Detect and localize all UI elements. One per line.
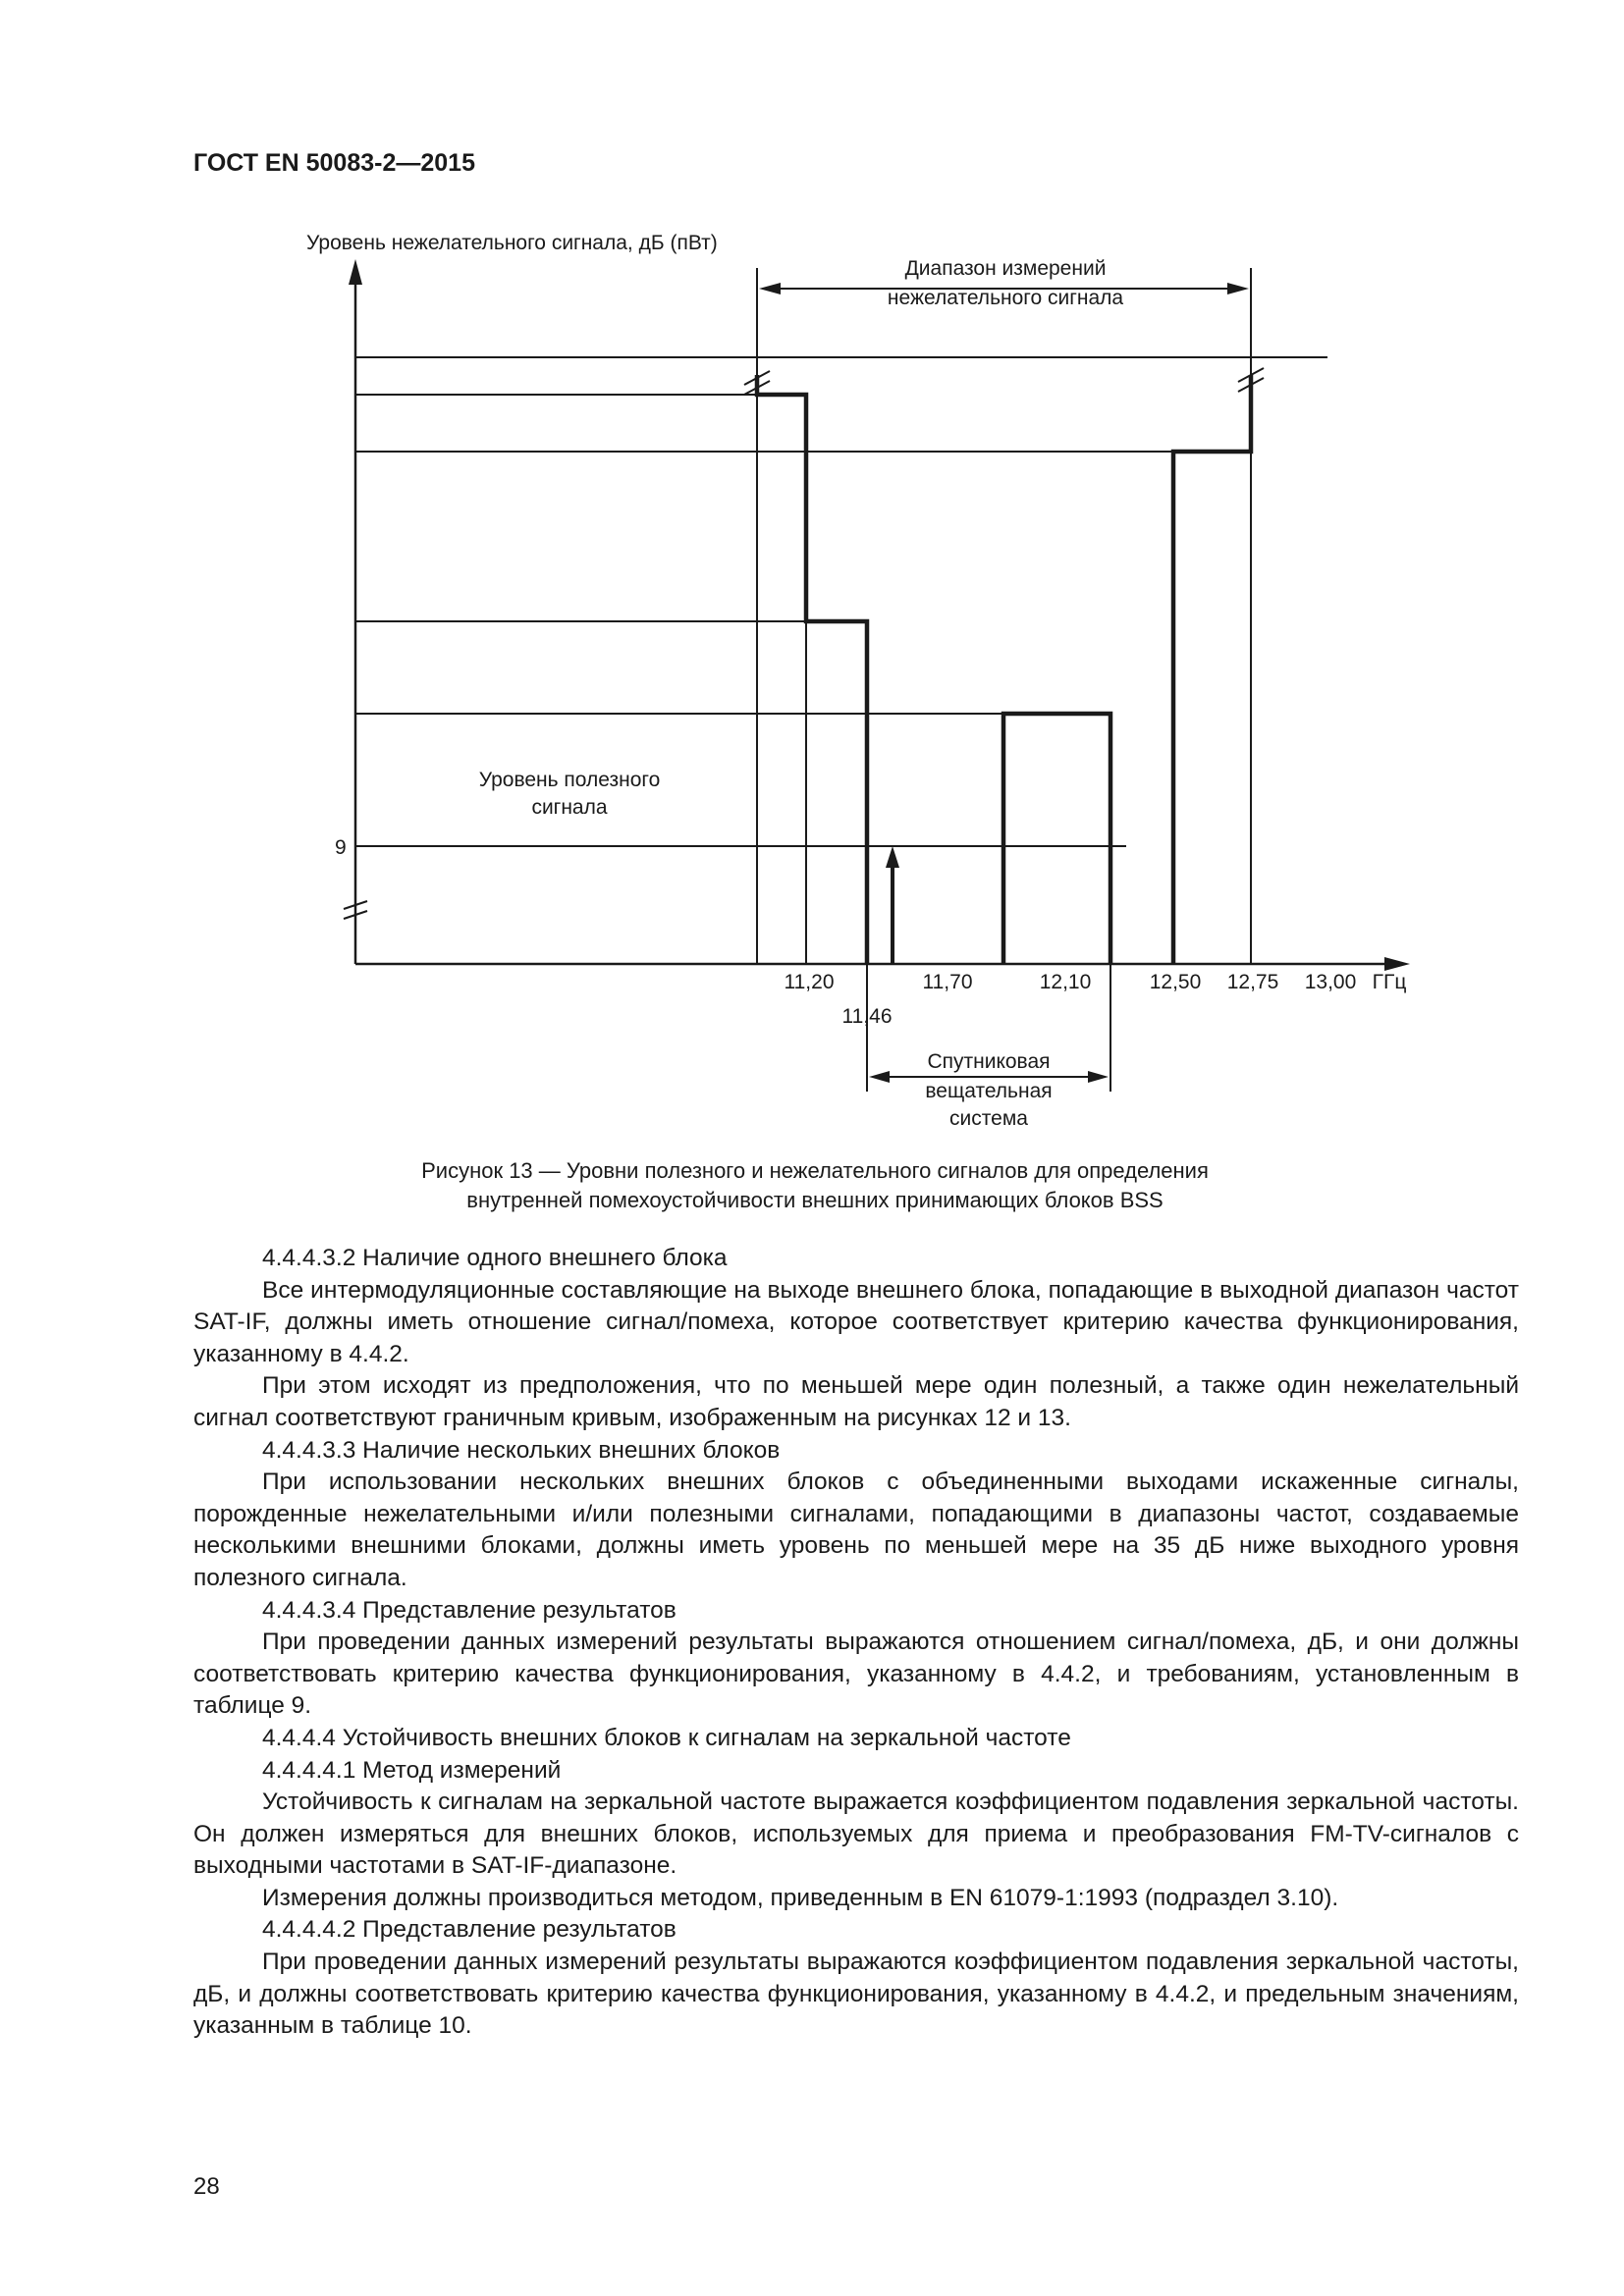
x-axis-arrow [1384, 957, 1410, 971]
bss-band-arrow-right-head [1088, 1071, 1109, 1083]
paragraph: Все интермодуляционные составляющие на выходе внешнего блока, попадающие в выходной диапазон частот SAT-IF, должны иметь отношение сигнал/помеха, которое соответствует критерию качества функционирования, указанному в 4.4.2. [193, 1276, 1519, 1367]
bss-band-arrow-left-head [869, 1071, 890, 1083]
x-tick-label: 11,46 [841, 1005, 893, 1028]
figure-caption [324, 1156, 1306, 1215]
range-arrow-left-head [759, 283, 781, 294]
paragraph: Устойчивость к сигналам на зеркальной частоте выражается коэффициентом подавления зеркальной частоты. Он должен измеряться для внешних блоков, используемых для приема и преобразования FM-TV-сигналов с выходными частотами в SAT-IF-диапазоне. [193, 1789, 1519, 1880]
paragraph: При этом исходят из предположения, что по меньшей мере один полезный, а также один нежелательный сигнал соответствуют граничным кривым, изображенным на рисунках 12 и 13. [193, 1372, 1519, 1431]
range-arrow-right-head [1227, 283, 1249, 294]
wanted-label-line2: сигнала [531, 796, 608, 819]
paragraph: 4.4.4.4 Устойчивость внешних блоков к сигналам на зеркальной частоте [262, 1724, 1071, 1751]
paragraph: 4.4.4.3.2 Наличие одного внешнего блока [262, 1245, 728, 1271]
body-text [193, 1243, 1519, 2043]
caption-line: Рисунок 13 — Уровни полезного и нежелательного сигналов для определения [421, 1158, 1209, 1183]
bss-label-line1: Спутниковая [927, 1050, 1051, 1073]
unwanted-signal-curve-right [1173, 375, 1251, 964]
document-header: ГОСТ EN 50083-2—2015 [193, 149, 475, 177]
unwanted-signal-curve-left [757, 375, 867, 964]
y-axis-label: Уровень нежелательного сигнала, дБ (пВт) [306, 232, 718, 254]
paragraph: При проведении данных измерений результаты выражаются отношением сигнал/помеха, дБ, и они должны соответствовать критерию качества функционирования, указанному в 4.4.2, и требованиям, установленным в таблице 9. [193, 1629, 1519, 1720]
paragraph: При проведении данных измерений результаты выражаются коэффициентом подавления зеркальной частоты, дБ, и должны соответствовать критерию качества функционирования, указанному в 4.4.2, и предельным значениям, указанным в таблице 10. [193, 1949, 1519, 2040]
x-tick-label: 11,70 [922, 971, 973, 993]
y-tick-label: 9 [335, 836, 347, 859]
paragraph: 4.4.4.3.3 Наличие нескольких внешних блоков [262, 1436, 781, 1464]
caption-line: внутренней помехоустойчивости внешних принимающих блоков BSS [466, 1188, 1164, 1212]
x-unit-label: ГГц [1372, 971, 1407, 993]
y-axis-arrow [349, 259, 362, 285]
range-label-line2: нежелательного сигнала [887, 287, 1124, 309]
x-tick-label: 12,50 [1149, 971, 1202, 993]
paragraph: 4.4.4.4.1 Метод измерений [262, 1756, 562, 1784]
paragraph: При использовании нескольких внешних блоков с объединенными выходами искаженные сигналы, порожденные нежелательными и/или полезными сигналами, попадающими в диапазоны частот, создаваемые несколькими внешними блоками, должны иметь уровень по меньшей мере на 35 дБ ниже выходного уровня полезного сигнала. [193, 1468, 1519, 1591]
x-tick-label: 13,00 [1304, 971, 1357, 993]
wanted-label-line1: Уровень полезного [478, 769, 661, 791]
wanted-level-arrow-head [886, 846, 899, 868]
paragraph: Измерения должны производиться методом, приведенным в EN 61079-1:1993 (подраздел 3.10). [262, 1884, 1339, 1911]
x-tick-label: 11,20 [784, 971, 835, 993]
paragraph: 4.4.4.4.2 Представление результатов [262, 1916, 677, 1944]
page-number: 28 [193, 2173, 220, 2200]
bss-label-line2: вещательная [925, 1080, 1053, 1102]
range-label-line1: Диапазон измерений [904, 257, 1107, 280]
bss-label-line3: система [949, 1107, 1028, 1130]
paragraph: 4.4.4.3.4 Представление результатов [262, 1596, 677, 1624]
wanted-signal-block [1003, 714, 1110, 964]
x-tick-label: 12,10 [1039, 971, 1092, 993]
vertical-reference-lines [757, 268, 1251, 1092]
x-tick-label: 12,75 [1226, 971, 1279, 993]
